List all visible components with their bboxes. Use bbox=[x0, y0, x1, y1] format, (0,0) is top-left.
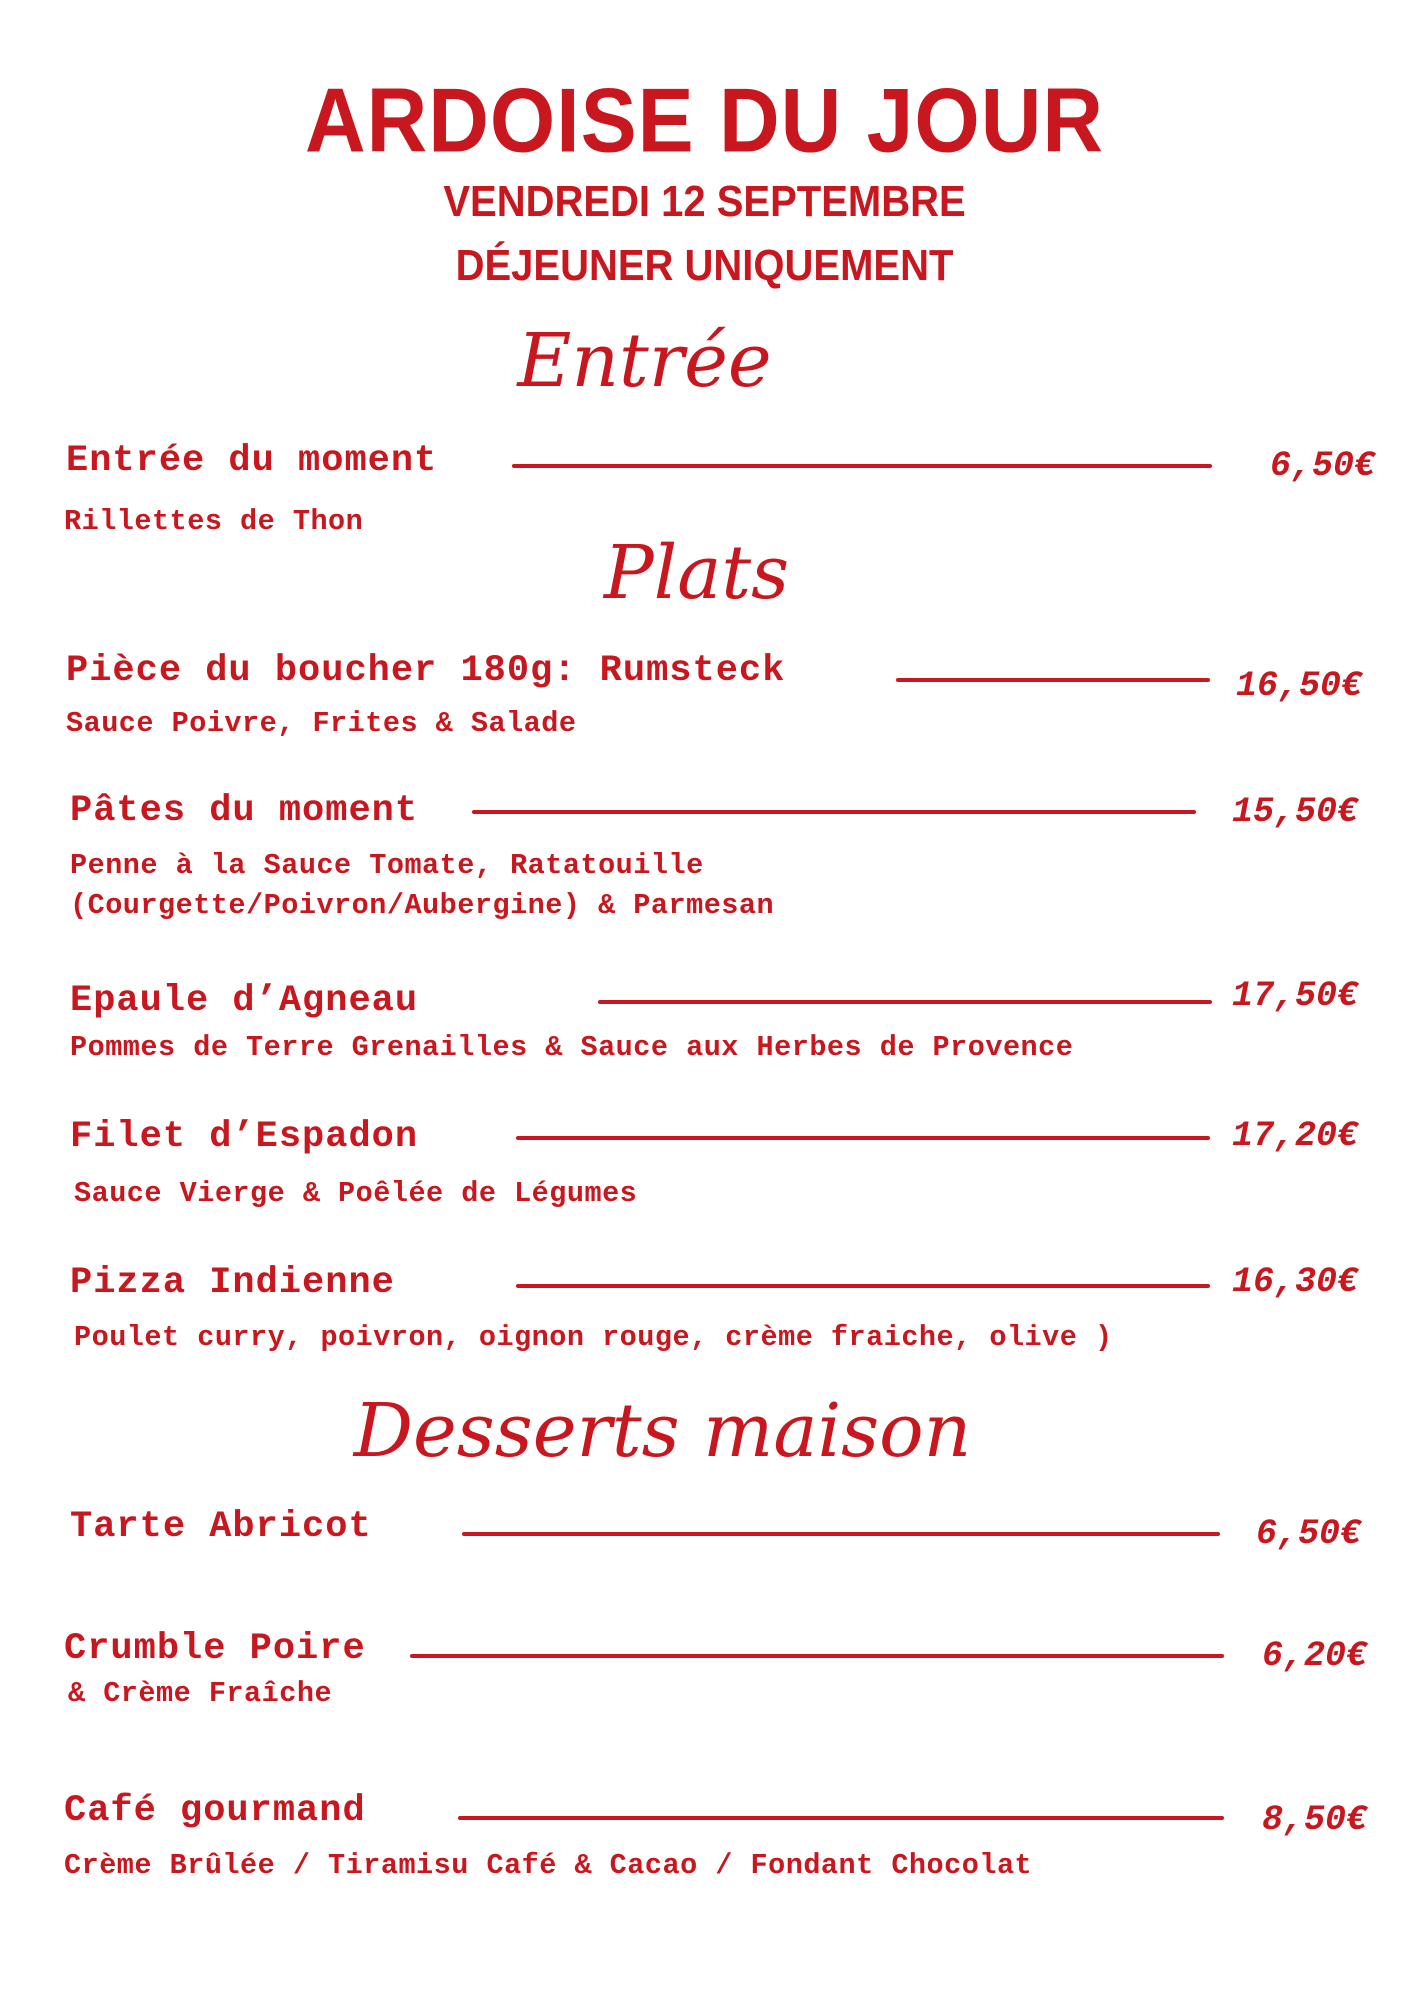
menu-date: VENDREDI 12 SEPTEMBRE bbox=[443, 178, 966, 226]
item-price: 15,50€ bbox=[1232, 792, 1359, 832]
dotted-leader-line bbox=[598, 1000, 1212, 1004]
item-price: 8,50€ bbox=[1262, 1800, 1368, 1840]
item-name: Filet d’Espadon bbox=[70, 1116, 419, 1158]
item-price: 16,50€ bbox=[1236, 666, 1363, 706]
item-description: Sauce Poivre, Frites & Salade bbox=[66, 707, 577, 740]
item-name: Tarte Abricot bbox=[70, 1506, 372, 1548]
menu-service-note: DÉJEUNER UNIQUEMENT bbox=[455, 242, 954, 290]
dotted-leader-line bbox=[896, 678, 1210, 682]
item-name: Epaule d’Agneau bbox=[70, 980, 419, 1022]
dotted-leader-line bbox=[512, 464, 1212, 468]
dotted-leader-line bbox=[458, 1816, 1224, 1820]
menu-title: ARDOISE DU JOUR bbox=[304, 69, 1105, 171]
section-heading-plats: Plats bbox=[603, 530, 790, 616]
item-price: 16,30€ bbox=[1232, 1262, 1359, 1302]
item-description: Crème Brûlée / Tiramisu Café & Cacao / Fondant Chocolat bbox=[64, 1849, 1033, 1882]
dotted-leader-line bbox=[516, 1284, 1210, 1288]
item-name: Pizza Indienne bbox=[70, 1262, 395, 1304]
dotted-leader-line bbox=[516, 1136, 1210, 1140]
item-price: 6,50€ bbox=[1270, 446, 1376, 486]
dotted-leader-line bbox=[462, 1532, 1220, 1536]
item-price: 6,20€ bbox=[1262, 1636, 1368, 1676]
item-name: Pâtes du moment bbox=[70, 790, 419, 832]
dotted-leader-line bbox=[410, 1654, 1224, 1658]
item-description: Pommes de Terre Grenailles & Sauce aux Herbes de Provence bbox=[70, 1031, 1074, 1064]
item-description: Poulet curry, poivron, oignon rouge, crème fraiche, olive ) bbox=[74, 1321, 1113, 1354]
dotted-leader-line bbox=[472, 810, 1196, 814]
item-price: 6,50€ bbox=[1256, 1514, 1362, 1554]
item-description: Rillettes de Thon bbox=[64, 505, 364, 538]
section-heading-entree: Entrée bbox=[517, 318, 772, 404]
section-heading-desserts: Desserts maison bbox=[353, 1388, 972, 1474]
item-description: & Crème Fraîche bbox=[68, 1677, 333, 1710]
item-description-line-2: (Courgette/Poivron/Aubergine) & Parmesan bbox=[70, 889, 775, 922]
item-name: Crumble Poire bbox=[64, 1628, 366, 1670]
item-price: 17,20€ bbox=[1232, 1116, 1359, 1156]
item-description: Penne à la Sauce Tomate, Ratatouille bbox=[70, 849, 704, 882]
item-name: Café gourmand bbox=[64, 1790, 366, 1832]
item-price: 17,50€ bbox=[1232, 976, 1359, 1016]
item-description: Sauce Vierge & Poêlée de Légumes bbox=[74, 1177, 638, 1210]
item-name: Entrée du moment bbox=[66, 440, 438, 482]
item-name: Pièce du boucher 180g: Rumsteck bbox=[66, 650, 786, 692]
